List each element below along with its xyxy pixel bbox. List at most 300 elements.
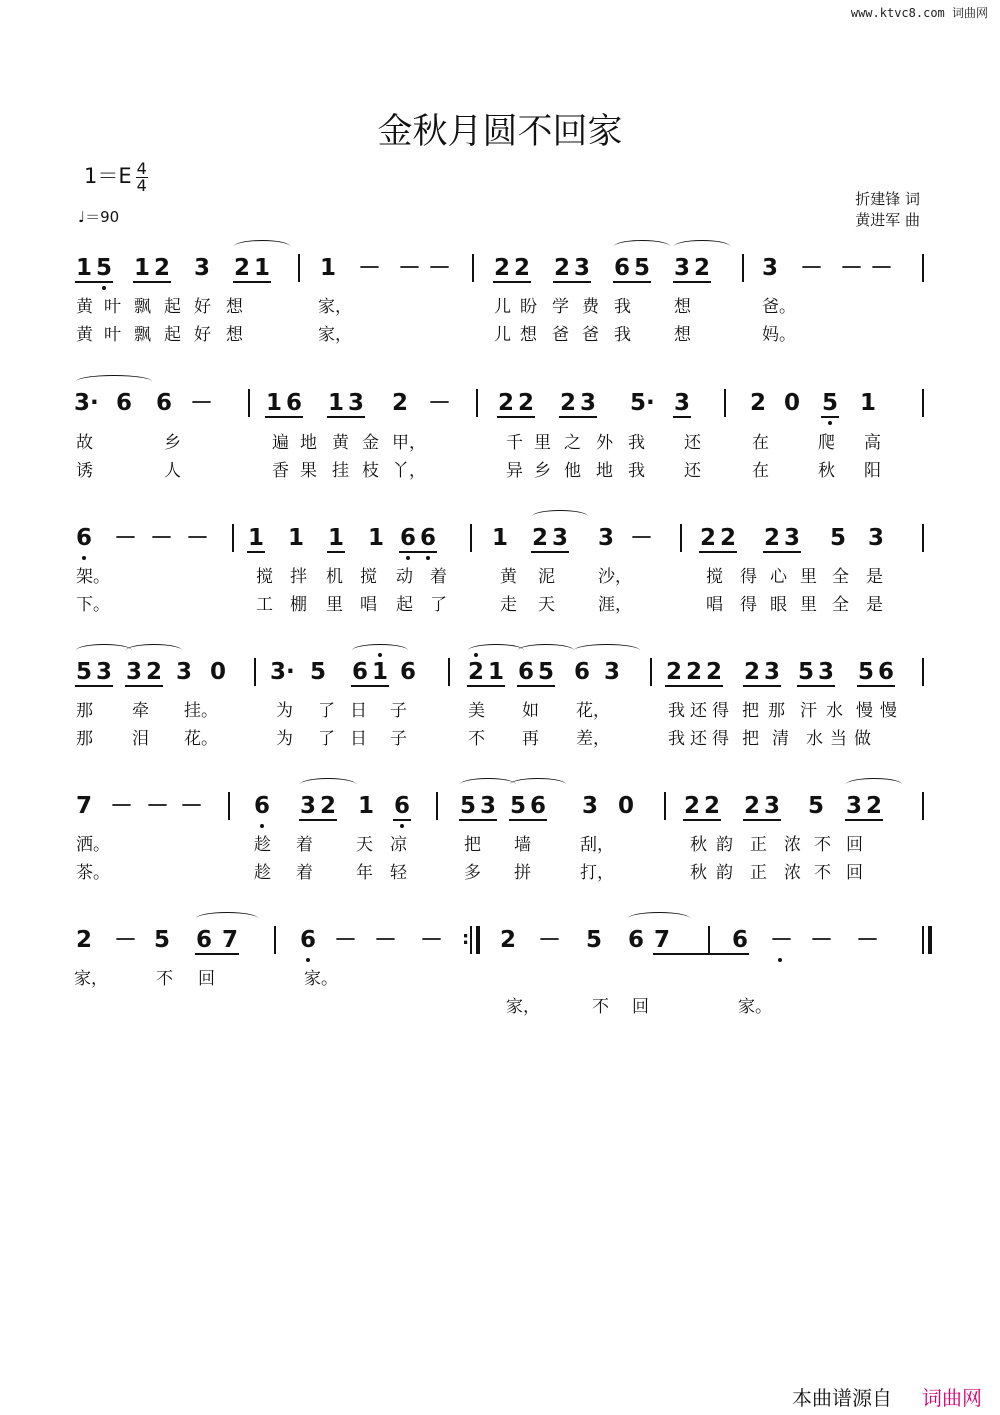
note: － xyxy=(114,525,137,551)
note: － xyxy=(180,793,203,819)
note: 5· xyxy=(630,390,655,416)
lyric-syllable: 心 xyxy=(770,567,787,587)
note: 3· xyxy=(270,659,295,685)
note: 3 xyxy=(867,525,884,551)
beam-underline xyxy=(665,685,723,687)
lyric-syllable: 眼 xyxy=(770,595,787,615)
lyric-syllable: 外 xyxy=(596,433,613,453)
lyric-syllable: 果 xyxy=(300,461,317,481)
lyric-syllable: 多 xyxy=(464,863,481,883)
beam-underline xyxy=(399,551,437,553)
beam-underline xyxy=(559,416,597,418)
lyric-syllable: 秋 xyxy=(690,835,707,855)
slur xyxy=(76,644,132,657)
note: 1 xyxy=(367,525,384,551)
lyric-syllable: 秋 xyxy=(818,461,835,481)
note: 2 xyxy=(319,793,336,819)
beam-underline xyxy=(459,819,497,821)
beam-underline xyxy=(195,953,239,955)
slur xyxy=(674,240,730,253)
note: 2 xyxy=(517,390,534,416)
note: 6 xyxy=(393,793,410,819)
note: 7 xyxy=(75,793,92,819)
lyric-line-verse-1 xyxy=(0,562,1000,586)
score-row xyxy=(0,654,1000,694)
note: － xyxy=(810,927,833,953)
lyric-syllable: 拼 xyxy=(514,863,531,883)
note: 2 xyxy=(685,659,702,685)
slur xyxy=(518,644,574,657)
lyric-syllable: 想 xyxy=(674,325,691,345)
note: 2 xyxy=(705,659,722,685)
note: 3 xyxy=(125,659,142,685)
note: 3 xyxy=(581,793,598,819)
lyric-syllable: 遍 xyxy=(272,433,289,453)
lyric-syllable: 回 xyxy=(846,863,863,883)
lyric-syllable: 在 xyxy=(752,461,769,481)
lyric-syllable: 动 xyxy=(396,567,413,587)
note: 2 xyxy=(553,255,570,281)
lyric-syllable: 里 xyxy=(800,595,817,615)
lyric-syllable: 拌 xyxy=(290,567,307,587)
note: 6 xyxy=(399,525,416,551)
note: 5 xyxy=(829,525,846,551)
key-signature xyxy=(84,160,148,194)
note: － xyxy=(110,793,133,819)
lyric-syllable: 我 xyxy=(614,297,631,317)
note: 3 xyxy=(603,659,620,685)
note: 6 xyxy=(627,927,644,953)
lyric-syllable: 茶。 xyxy=(76,863,110,883)
note: 3 xyxy=(193,255,210,281)
lyric-syllable: 为 xyxy=(276,729,293,749)
note: 3 xyxy=(761,255,778,281)
lyric-syllable: 想 xyxy=(226,325,243,345)
lyric-syllable: 家， xyxy=(74,969,108,989)
barline xyxy=(708,926,710,954)
barline xyxy=(470,524,472,552)
beam-underline xyxy=(493,281,531,283)
lyric-syllable: 沙， xyxy=(598,567,632,587)
beam-underline xyxy=(351,685,389,687)
note: 2 xyxy=(531,525,548,551)
lyric-syllable: 天 xyxy=(356,835,373,855)
note: 3 xyxy=(597,525,614,551)
final-barline xyxy=(922,926,932,954)
note: 5 xyxy=(153,927,170,953)
score-row xyxy=(0,922,1000,962)
beam-underline xyxy=(673,281,711,283)
note: 2 xyxy=(467,659,484,685)
lyric-syllable: 之 xyxy=(564,433,581,453)
note: 1 xyxy=(327,390,344,416)
lyric-syllable: 学 xyxy=(552,297,569,317)
note: 1 xyxy=(371,659,388,685)
barline xyxy=(922,254,924,282)
lyric-syllable: 甲， xyxy=(392,433,426,453)
barline xyxy=(228,792,230,820)
note: 3 xyxy=(551,525,568,551)
beam-underline xyxy=(797,685,835,687)
note: 2 xyxy=(743,659,760,685)
lyric-syllable: 爸 xyxy=(582,325,599,345)
lyric-syllable: 得 xyxy=(740,595,757,615)
lyric-line-verse-2 xyxy=(0,992,1000,1016)
note: 5 xyxy=(821,390,838,416)
repeat-barline xyxy=(470,926,480,954)
note: 6 xyxy=(517,659,534,685)
note: 5 xyxy=(75,659,92,685)
tempo-marking xyxy=(78,206,119,227)
lyric-syllable: 浓 xyxy=(784,863,801,883)
lyric-syllable: 起 xyxy=(396,595,413,615)
lyric-syllable: 不 xyxy=(156,969,173,989)
barline xyxy=(742,254,744,282)
lyric-syllable: 高 xyxy=(864,433,881,453)
slur xyxy=(846,778,902,791)
note: 3 xyxy=(673,390,690,416)
note: 6 xyxy=(285,390,302,416)
note: 2 xyxy=(499,927,516,953)
beam-underline xyxy=(467,685,505,687)
note: 3 xyxy=(95,659,112,685)
note: 6 xyxy=(877,659,894,685)
lyric-line-verse-2 xyxy=(0,724,1000,748)
note: 2 xyxy=(763,525,780,551)
lyric-line-verse-1 xyxy=(0,292,1000,316)
lyric-line-verse-1 xyxy=(0,696,1000,720)
lyric-syllable: 我 xyxy=(628,461,645,481)
note: 1 xyxy=(75,255,92,281)
beam-underline xyxy=(683,819,721,821)
beam-underline xyxy=(743,685,781,687)
lyric-syllable: 工 xyxy=(256,595,273,615)
lyricist-credit: 折建锋 词 xyxy=(855,190,920,208)
note: － xyxy=(114,927,137,953)
lyric-syllable: 子 xyxy=(390,729,407,749)
slur xyxy=(234,240,290,253)
note: 5 xyxy=(459,793,476,819)
note: 5 xyxy=(633,255,650,281)
note: 2 xyxy=(75,927,92,953)
beam-underline xyxy=(327,551,345,553)
lyric-syllable: 全 xyxy=(832,595,849,615)
note: － xyxy=(374,927,397,953)
note: 3 xyxy=(573,255,590,281)
lyric-syllable: 回 xyxy=(846,835,863,855)
lyric-syllable: 黄 xyxy=(332,433,349,453)
note: 6 xyxy=(573,659,590,685)
lyric-syllable: 挂 xyxy=(332,461,349,481)
time-signature xyxy=(136,158,148,195)
lyric-syllable: 儿 xyxy=(494,297,511,317)
beam-underline xyxy=(265,416,303,418)
note: 2 xyxy=(865,793,882,819)
lyric-syllable: 汗 xyxy=(800,701,817,721)
lyric-line-verse-2 xyxy=(0,320,1000,344)
beam-underline xyxy=(653,953,749,955)
beam-underline xyxy=(133,281,171,283)
lyric-syllable: 趁 xyxy=(254,835,271,855)
note: 2 xyxy=(233,255,250,281)
note: 1 xyxy=(327,525,344,551)
slur xyxy=(460,778,516,791)
barline xyxy=(274,926,276,954)
note: － xyxy=(186,525,209,551)
note: 2 xyxy=(497,390,514,416)
lyric-syllable: 诱 xyxy=(76,461,93,481)
beam-underline xyxy=(857,685,895,687)
lyric-syllable: 起 xyxy=(164,297,181,317)
beam-underline xyxy=(509,819,547,821)
slur xyxy=(352,644,408,657)
lyric-syllable: 韵 xyxy=(716,835,733,855)
note: 2 xyxy=(493,255,510,281)
lyric-syllable: 家， xyxy=(318,325,352,345)
barline xyxy=(436,792,438,820)
slur xyxy=(196,912,258,925)
lyric-syllable: 搅 xyxy=(360,567,377,587)
slur xyxy=(574,644,640,657)
barline xyxy=(680,524,682,552)
note: 5 xyxy=(585,927,602,953)
lyric-syllable: 我 xyxy=(668,729,685,749)
note: 2 xyxy=(693,255,710,281)
lyric-syllable: 墙 xyxy=(514,835,531,855)
lyric-syllable: 把 xyxy=(464,835,481,855)
beam-underline xyxy=(699,551,737,553)
beam-underline xyxy=(845,819,883,821)
lyric-syllable: 想 xyxy=(674,297,691,317)
lyric-syllable: 盼 xyxy=(520,297,537,317)
note: 6 xyxy=(299,927,316,953)
note: 0 xyxy=(617,793,634,819)
lyric-syllable: 挂。 xyxy=(184,701,218,721)
lyric-syllable: 黄 xyxy=(76,297,93,317)
lyric-syllable: 清 xyxy=(772,729,789,749)
lyric-syllable: 为 xyxy=(276,701,293,721)
lyric-syllable: 家。 xyxy=(738,997,772,1017)
lyric-syllable: 还 xyxy=(684,461,701,481)
lyric-line-verse-1 xyxy=(0,964,1000,988)
barline xyxy=(472,254,474,282)
lyric-syllable: 牵 xyxy=(132,701,149,721)
beam-underline xyxy=(821,416,839,418)
lyric-syllable: 香 xyxy=(272,461,289,481)
lyric-syllable: 枝 xyxy=(362,461,379,481)
lyric-line-verse-2 xyxy=(0,858,1000,882)
note: 2 xyxy=(559,390,576,416)
beam-underline xyxy=(125,685,163,687)
lyric-syllable: 里 xyxy=(534,433,551,453)
lyric-syllable: 丫， xyxy=(392,461,426,481)
lyric-syllable: 美 xyxy=(468,701,485,721)
note: 2 xyxy=(145,659,162,685)
note: 7 xyxy=(653,927,670,953)
barline xyxy=(922,389,924,417)
note: 5 xyxy=(537,659,554,685)
beam-underline xyxy=(531,551,569,553)
lyric-syllable: 泪 xyxy=(132,729,149,749)
footer-source-text: 本曲谱源自 xyxy=(792,1386,892,1410)
lyric-syllable: 儿 xyxy=(494,325,511,345)
lyric-syllable: 唱 xyxy=(706,595,723,615)
note: 0 xyxy=(783,390,800,416)
note: 2 xyxy=(719,525,736,551)
lyric-syllable: 洒。 xyxy=(76,835,110,855)
lyric-syllable: 刮， xyxy=(580,835,614,855)
slur xyxy=(628,912,690,925)
note: － xyxy=(800,255,823,281)
lyric-syllable: 做 xyxy=(854,729,871,749)
lyric-syllable: 当 xyxy=(830,729,847,749)
lyric-syllable: 慢 xyxy=(880,701,897,721)
note: 5 xyxy=(95,255,112,281)
beam-underline xyxy=(763,551,801,553)
note: 1 xyxy=(491,525,508,551)
lyric-syllable: 日 xyxy=(350,729,367,749)
lyric-syllable: 泥 xyxy=(538,567,555,587)
lyric-syllable: 妈。 xyxy=(762,325,796,345)
lyric-syllable: 全 xyxy=(832,567,849,587)
lyric-syllable: 叶 xyxy=(104,297,121,317)
beam-underline xyxy=(299,819,337,821)
lyric-syllable: 搅 xyxy=(256,567,273,587)
note: － xyxy=(420,927,443,953)
note: 1 xyxy=(357,793,374,819)
lyric-syllable: 回 xyxy=(632,997,649,1017)
note: 1 xyxy=(133,255,150,281)
note: 3 xyxy=(845,793,862,819)
lyric-syllable: 走 xyxy=(500,595,517,615)
barline xyxy=(476,389,478,417)
note: － xyxy=(856,927,879,953)
lyric-syllable: 子 xyxy=(390,701,407,721)
lyric-syllable: 我 xyxy=(628,433,645,453)
lyric-syllable: 不 xyxy=(814,835,831,855)
note: － xyxy=(398,255,421,281)
slur xyxy=(532,510,588,523)
beam-underline xyxy=(743,819,781,821)
lyric-syllable: 那 xyxy=(76,701,93,721)
lyric-syllable: 差， xyxy=(576,729,610,749)
lyric-syllable: 了 xyxy=(430,595,447,615)
lyric-syllable: 轻 xyxy=(390,863,407,883)
lyric-syllable: 那 xyxy=(768,701,785,721)
note: 2 xyxy=(391,390,408,416)
beam-underline xyxy=(497,416,535,418)
lyric-syllable: 日 xyxy=(350,701,367,721)
song-title: 金秋月圆不回家 xyxy=(377,112,623,152)
lyric-syllable: 飘 xyxy=(134,297,151,317)
lyric-syllable: 爸。 xyxy=(762,297,796,317)
lyric-syllable: 千 xyxy=(506,433,523,453)
note: 5 xyxy=(857,659,874,685)
barline xyxy=(922,792,924,820)
note: 6 xyxy=(75,525,92,551)
lyric-syllable: 爬 xyxy=(818,433,835,453)
lyric-syllable: 凉 xyxy=(390,835,407,855)
note: － xyxy=(840,255,863,281)
note: 1 xyxy=(487,659,504,685)
lyric-syllable: 棚 xyxy=(290,595,307,615)
lyric-syllable: 那 xyxy=(76,729,93,749)
lyric-syllable: 故 xyxy=(76,433,93,453)
lyric-syllable: 飘 xyxy=(134,325,151,345)
note: － xyxy=(358,255,381,281)
lyric-syllable: 在 xyxy=(752,433,769,453)
slur xyxy=(510,778,566,791)
lyric-syllable: 想 xyxy=(226,297,243,317)
lyric-syllable: 地 xyxy=(596,461,613,481)
lyric-syllable: 唱 xyxy=(360,595,377,615)
note: 3 xyxy=(175,659,192,685)
note: 6 xyxy=(613,255,630,281)
lyric-syllable: 乡 xyxy=(164,433,181,453)
note: － xyxy=(146,793,169,819)
lyric-syllable: 不 xyxy=(592,997,609,1017)
note: 6 xyxy=(731,927,748,953)
note: 7 xyxy=(221,927,238,953)
note: 5 xyxy=(807,793,824,819)
lyric-syllable: 他 xyxy=(564,461,581,481)
barline xyxy=(724,389,726,417)
note: － xyxy=(428,255,451,281)
lyric-line-verse-2 xyxy=(0,456,1000,480)
note: － xyxy=(870,255,893,281)
composer-credit: 黄进军 曲 xyxy=(855,211,920,229)
lyric-syllable: 了 xyxy=(318,729,335,749)
note: 3 xyxy=(299,793,316,819)
tempo-text: ＝90 xyxy=(85,208,120,226)
note: 5 xyxy=(309,659,326,685)
note: 1 xyxy=(287,525,304,551)
lyric-syllable: 了 xyxy=(318,701,335,721)
note: 3 xyxy=(763,793,780,819)
lyric-syllable: 我 xyxy=(614,325,631,345)
lyric-syllable: 搅 xyxy=(706,567,723,587)
lyric-syllable: 阳 xyxy=(864,461,881,481)
lyric-syllable: 是 xyxy=(866,567,883,587)
note: 3 xyxy=(479,793,496,819)
lyric-syllable: 如 xyxy=(522,701,539,721)
note: 1 xyxy=(859,390,876,416)
slur xyxy=(76,375,152,388)
lyric-line-verse-2 xyxy=(0,590,1000,614)
beam-underline xyxy=(393,819,411,821)
beam-underline xyxy=(327,416,365,418)
lyric-syllable: 正 xyxy=(750,863,767,883)
lyric-syllable: 还 xyxy=(684,433,701,453)
note: 6 xyxy=(195,927,212,953)
lyric-syllable: 异 xyxy=(506,461,523,481)
slur xyxy=(126,644,182,657)
note: － xyxy=(770,927,793,953)
lyric-syllable: 起 xyxy=(164,325,181,345)
lyric-syllable: 水 xyxy=(826,701,843,721)
score-row xyxy=(0,788,1000,828)
lyric-syllable: 不 xyxy=(814,863,831,883)
lyric-syllable: 想 xyxy=(520,325,537,345)
lyric-line-verse-1 xyxy=(0,830,1000,854)
lyric-syllable: 爸 xyxy=(552,325,569,345)
lyric-syllable: 慢 xyxy=(856,701,873,721)
lyric-syllable: 秋 xyxy=(690,863,707,883)
lyric-syllable: 机 xyxy=(326,567,343,587)
note: － xyxy=(428,390,451,416)
time-numerator: 4 xyxy=(136,158,147,178)
note: 1 xyxy=(253,255,270,281)
